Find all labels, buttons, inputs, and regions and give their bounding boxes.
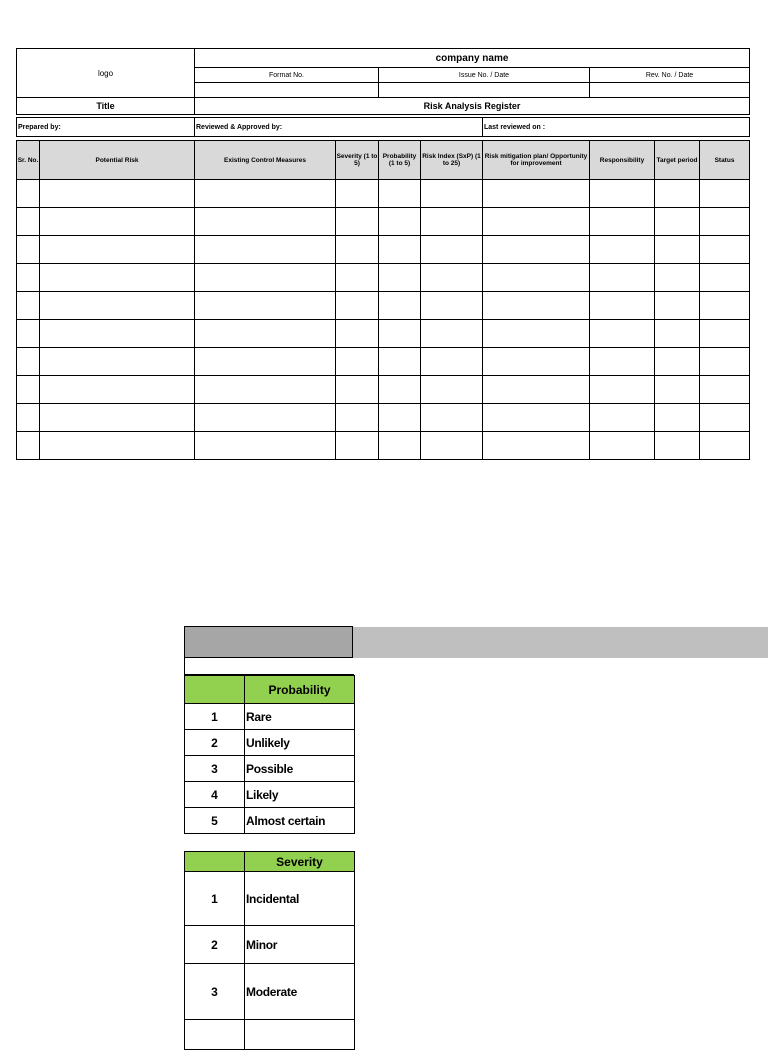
document-header <box>16 48 750 98</box>
register-cell[interactable] <box>700 208 750 236</box>
sev-num-partial <box>185 1020 245 1050</box>
register-cell[interactable] <box>655 376 700 404</box>
prob-head-blank <box>185 676 245 704</box>
register-cell[interactable] <box>590 180 655 208</box>
col-status: Status <box>700 141 750 180</box>
table-row <box>17 236 750 264</box>
register-cell[interactable] <box>17 404 40 432</box>
register-cell[interactable] <box>195 264 336 292</box>
register-cell[interactable] <box>700 432 750 460</box>
register-cell[interactable] <box>379 292 421 320</box>
register-cell[interactable] <box>195 348 336 376</box>
reviewed-approved-field[interactable]: Reviewed & Approved by: <box>195 118 483 137</box>
sev-num: 2 <box>185 926 245 964</box>
register-cell[interactable] <box>195 292 336 320</box>
prob-num: 5 <box>185 808 245 834</box>
prob-label: Unlikely <box>245 730 355 756</box>
register-cell[interactable] <box>40 376 195 404</box>
register-cell[interactable] <box>17 320 40 348</box>
register-cell[interactable] <box>700 236 750 264</box>
format-no-label: Format No. <box>195 68 379 83</box>
register-cell[interactable] <box>336 376 379 404</box>
register-cell[interactable] <box>17 180 40 208</box>
register-cell[interactable] <box>655 320 700 348</box>
table-row <box>17 264 750 292</box>
col-mitigation-plan: Risk mitigation plan/ Opportunity for improvement <box>483 141 590 180</box>
register-cell[interactable] <box>655 180 700 208</box>
register-cell[interactable] <box>590 208 655 236</box>
table-row <box>17 180 750 208</box>
title-row <box>16 97 750 115</box>
rev-no-value[interactable] <box>590 83 750 98</box>
prob-label: Almost certain <box>245 808 355 834</box>
register-cell[interactable] <box>700 180 750 208</box>
register-cell[interactable] <box>590 376 655 404</box>
register-cell[interactable] <box>195 236 336 264</box>
register-cell[interactable] <box>590 292 655 320</box>
last-reviewed-field[interactable]: Last reviewed on : <box>483 118 750 137</box>
col-severity: Severity (1 to 5) <box>336 141 379 180</box>
register-cell[interactable] <box>421 264 483 292</box>
register-cell[interactable] <box>379 180 421 208</box>
prepared-by-field[interactable]: Prepared by: <box>17 118 195 137</box>
gray-band-left <box>184 626 353 658</box>
register-cell[interactable] <box>17 292 40 320</box>
register-cell[interactable] <box>336 180 379 208</box>
register-cell[interactable] <box>655 208 700 236</box>
register-cell[interactable] <box>590 264 655 292</box>
register-cell[interactable] <box>336 320 379 348</box>
logo-placeholder: logo <box>17 49 195 98</box>
register-cell[interactable] <box>17 236 40 264</box>
register-cell[interactable] <box>700 264 750 292</box>
register-cell[interactable] <box>483 432 590 460</box>
col-target-period: Target period <box>655 141 700 180</box>
register-cell[interactable] <box>336 432 379 460</box>
register-cell[interactable] <box>195 404 336 432</box>
register-cell[interactable] <box>195 376 336 404</box>
register-cell[interactable] <box>40 404 195 432</box>
register-cell[interactable] <box>421 236 483 264</box>
register-cell[interactable] <box>336 264 379 292</box>
table-row <box>185 872 355 926</box>
register-cell[interactable] <box>421 404 483 432</box>
register-cell[interactable] <box>336 236 379 264</box>
table-row <box>17 292 750 320</box>
col-existing-controls: Existing Control Measures <box>195 141 336 180</box>
register-cell[interactable] <box>195 180 336 208</box>
register-cell[interactable] <box>655 236 700 264</box>
register-cell[interactable] <box>379 432 421 460</box>
table-row <box>17 348 750 376</box>
sev-label: Moderate <box>245 964 355 1020</box>
register-cell[interactable] <box>336 348 379 376</box>
register-cell[interactable] <box>40 264 195 292</box>
register-cell[interactable] <box>483 404 590 432</box>
prob-num: 3 <box>185 756 245 782</box>
register-cell[interactable] <box>40 348 195 376</box>
register-cell[interactable] <box>655 292 700 320</box>
register-cell[interactable] <box>483 236 590 264</box>
register-cell[interactable] <box>700 292 750 320</box>
register-cell[interactable] <box>17 264 40 292</box>
issue-no-label: Issue No. / Date <box>379 68 590 83</box>
table-row <box>17 320 750 348</box>
register-cell[interactable] <box>590 432 655 460</box>
register-cell[interactable] <box>590 348 655 376</box>
sev-label: Minor <box>245 926 355 964</box>
register-cell[interactable] <box>40 432 195 460</box>
register-cell[interactable] <box>421 432 483 460</box>
sev-num: 3 <box>185 964 245 1020</box>
register-cell[interactable] <box>590 404 655 432</box>
register-cell[interactable] <box>40 320 195 348</box>
register-body <box>17 180 750 460</box>
gray-header-band <box>184 626 768 658</box>
signoff-row <box>16 117 750 137</box>
register-cell[interactable] <box>40 208 195 236</box>
register-cell[interactable] <box>17 376 40 404</box>
table-row <box>17 376 750 404</box>
sev-label: Incidental <box>245 872 355 926</box>
col-potential-risk: Potential Risk <box>40 141 195 180</box>
table-row <box>185 926 355 964</box>
register-cell[interactable] <box>483 292 590 320</box>
probability-header: Probability <box>245 676 355 704</box>
sev-label-partial <box>245 1020 355 1050</box>
register-cell[interactable] <box>700 404 750 432</box>
register-title: Risk Analysis Register <box>195 98 750 115</box>
register-cell[interactable] <box>379 320 421 348</box>
table-row <box>185 730 355 756</box>
col-risk-index: Risk Index (SxP) (1 to 25) <box>421 141 483 180</box>
register-cell[interactable] <box>40 236 195 264</box>
register-cell[interactable] <box>700 320 750 348</box>
register-cell[interactable] <box>421 208 483 236</box>
register-cell[interactable] <box>40 292 195 320</box>
gray-band-right <box>353 627 768 658</box>
register-cell[interactable] <box>379 348 421 376</box>
prob-num: 4 <box>185 782 245 808</box>
severity-header: Severity <box>245 852 355 872</box>
register-cell[interactable] <box>483 180 590 208</box>
table-row <box>185 782 355 808</box>
register-cell[interactable] <box>336 208 379 236</box>
format-no-value[interactable] <box>195 83 379 98</box>
register-cell[interactable] <box>655 264 700 292</box>
register-cell[interactable] <box>421 292 483 320</box>
rev-no-label: Rev. No. / Date <box>590 68 750 83</box>
table-row <box>185 1020 355 1050</box>
register-cell[interactable] <box>379 236 421 264</box>
sev-num: 1 <box>185 872 245 926</box>
col-sr-no: Sr. No. <box>17 141 40 180</box>
table-row <box>185 756 355 782</box>
company-name: company name <box>195 49 750 68</box>
register-cell[interactable] <box>590 320 655 348</box>
risk-register-table <box>16 140 750 460</box>
register-cell[interactable] <box>40 180 195 208</box>
register-cell[interactable] <box>421 320 483 348</box>
register-cell[interactable] <box>655 404 700 432</box>
table-row <box>185 964 355 1020</box>
register-cell[interactable] <box>700 376 750 404</box>
title-label: Title <box>17 98 195 115</box>
register-cell[interactable] <box>483 320 590 348</box>
sev-head-blank <box>185 852 245 872</box>
register-cell[interactable] <box>421 376 483 404</box>
table-row <box>185 808 355 834</box>
blank-strip <box>184 658 354 675</box>
register-cell[interactable] <box>195 208 336 236</box>
prob-num: 1 <box>185 704 245 730</box>
register-cell[interactable] <box>483 348 590 376</box>
register-cell[interactable] <box>421 180 483 208</box>
register-cell[interactable] <box>700 348 750 376</box>
prob-label: Rare <box>245 704 355 730</box>
register-cell[interactable] <box>379 404 421 432</box>
register-cell[interactable] <box>655 432 700 460</box>
table-row <box>17 404 750 432</box>
register-cell[interactable] <box>17 348 40 376</box>
prob-num: 2 <box>185 730 245 756</box>
register-cell[interactable] <box>195 320 336 348</box>
table-row <box>17 208 750 236</box>
col-probability: Probability (1 to 5) <box>379 141 421 180</box>
register-cell[interactable] <box>336 404 379 432</box>
register-cell[interactable] <box>590 236 655 264</box>
register-cell[interactable] <box>379 376 421 404</box>
prob-label: Possible <box>245 756 355 782</box>
register-cell[interactable] <box>17 208 40 236</box>
register-cell[interactable] <box>195 432 336 460</box>
register-cell[interactable] <box>483 208 590 236</box>
register-cell[interactable] <box>336 292 379 320</box>
register-cell[interactable] <box>17 432 40 460</box>
table-row <box>185 704 355 730</box>
register-cell[interactable] <box>483 264 590 292</box>
col-responsibility: Responsibility <box>590 141 655 180</box>
register-cell[interactable] <box>379 208 421 236</box>
prob-label: Likely <box>245 782 355 808</box>
register-cell[interactable] <box>421 348 483 376</box>
table-row <box>17 432 750 460</box>
register-cell[interactable] <box>655 348 700 376</box>
issue-no-value[interactable] <box>379 83 590 98</box>
probability-scale-table <box>184 675 355 834</box>
register-cell[interactable] <box>483 376 590 404</box>
register-cell[interactable] <box>379 264 421 292</box>
severity-scale-table <box>184 851 355 1050</box>
